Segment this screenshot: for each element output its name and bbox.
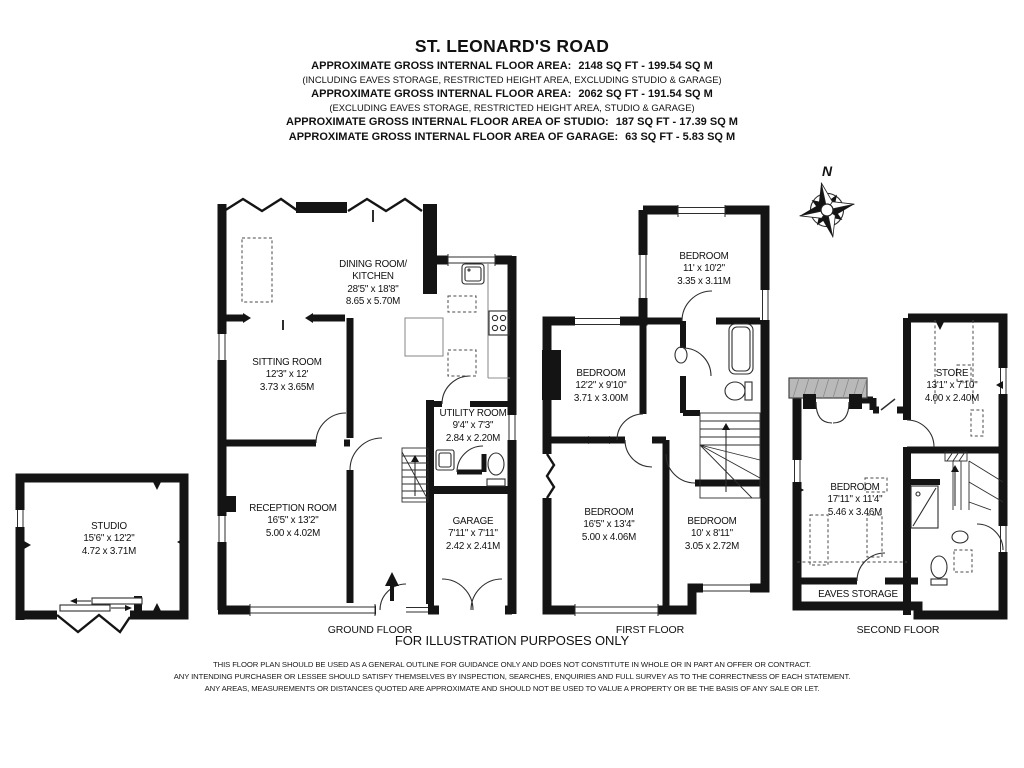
room-dims-m: 2.84 x 2.20M xyxy=(445,432,501,444)
hob-icon xyxy=(489,311,509,335)
room-name: BEDROOM xyxy=(830,482,880,493)
room-name: UTILITY ROOM xyxy=(439,408,507,419)
room-label-sitting-room xyxy=(252,357,321,394)
first-floor-label: FIRST FLOOR xyxy=(615,624,685,636)
room-name: BEDROOM xyxy=(679,251,729,262)
area-line xyxy=(0,60,1024,72)
first-floor-fixtures xyxy=(675,324,753,400)
room-dims-m: 3.05 x 2.72M xyxy=(684,540,740,552)
entrance-arrow-icon xyxy=(385,572,399,601)
area-value: 63 SQ FT - 5.83 SQ M xyxy=(625,131,736,143)
room-dims-ft: 9'4" x 7'3" xyxy=(452,420,494,432)
sink-icon xyxy=(952,531,968,543)
disclaimer-line: ANY AREAS, MEASUREMENTS OR DISTANCES QUOTED ARE APPROXIMATE AND SHOULD NOT BE USED TO VALUE A PROPERTY OR BE THE BASIS OF ANY SALE OR LET. xyxy=(204,684,820,693)
room-dims-ft: 12'2" x 9'10" xyxy=(575,380,627,392)
ground-floor-stairs xyxy=(402,448,428,502)
room-label-bedroom-rear xyxy=(677,251,731,288)
room-name: BEDROOM xyxy=(576,368,626,379)
room-label-garage xyxy=(446,516,500,553)
room-dims-m: 5.00 x 4.02M xyxy=(265,527,321,539)
room-dims-m: 3.73 x 3.65M xyxy=(259,381,315,393)
room-label-dining-kitchen xyxy=(339,259,407,309)
area-label: APPROXIMATE GROSS INTERNAL FLOOR AREA: xyxy=(311,88,572,100)
room-name: DINING ROOM/ xyxy=(339,259,407,270)
sink-icon xyxy=(675,347,687,363)
room-name: STORE xyxy=(935,368,969,379)
room-dims-ft: 7'11" x 7'11" xyxy=(448,528,498,540)
room-dims-m: 3.35 x 3.11M xyxy=(677,275,731,287)
room-dims-m: 5.46 x 3.46M xyxy=(827,506,883,518)
room-dims-ft: 17'11" x 11'4" xyxy=(827,494,883,506)
room-dims-ft: 12'3" x 12' xyxy=(265,369,309,381)
room-name: SITTING ROOM xyxy=(252,357,322,368)
kitchen-table-icon xyxy=(405,318,443,356)
area-label: APPROXIMATE GROSS INTERNAL FLOOR AREA OF GARAGE: xyxy=(288,131,619,143)
disclaimer-line: THIS FLOOR PLAN SHOULD BE USED AS A GENERAL OUTLINE FOR GUIDANCE ONLY AND DOES NOT CONSTITUTE IN WHOLE OR IN PART AN OFFER OR CONTRACT. xyxy=(213,660,811,669)
area-label: APPROXIMATE GROSS INTERNAL FLOOR AREA OF STUDIO: xyxy=(286,116,609,128)
compass-rose-icon xyxy=(795,178,859,242)
room-dims-m: 2.42 x 2.41M xyxy=(445,540,501,552)
area-value: 2062 SQ FT - 191.54 SQ M xyxy=(578,88,713,100)
room-label-bedroom-side xyxy=(685,516,739,553)
room-name: RECEPTION ROOM xyxy=(249,503,337,514)
room-name: GARAGE xyxy=(452,516,494,527)
room-dims-ft: 28'5" x 18'8" xyxy=(347,283,399,295)
room-dims-ft: 16'5" x 13'4" xyxy=(583,519,635,531)
toilet-icon xyxy=(725,382,745,400)
area-line xyxy=(0,131,1024,143)
first-floor-plan-drawing xyxy=(540,198,775,622)
room-label-bedroom-middle xyxy=(574,368,628,405)
disclaimer-line: ANY INTENDING PURCHASER OR LESSEE SHOULD SATISFY THEMSELVES BY INSPECTION, SEARCHES, ENQUIRIES AND FULL SURVEY AS TO THE CORRECTNESS OF EACH STATEMENT. xyxy=(173,672,851,681)
bathtub-icon xyxy=(729,324,753,374)
area-line xyxy=(0,102,1024,113)
area-label: (INCLUDING EAVES STORAGE, RESTRICTED HEIGHT AREA, EXCLUDING STUDIO & GARAGE) xyxy=(302,74,722,85)
room-dims-ft: 16'5" x 13'2" xyxy=(267,515,319,527)
compass-star xyxy=(794,177,860,243)
studio-sliding-doors xyxy=(60,598,142,611)
compass-north-label: N xyxy=(822,163,833,179)
room-dims-m: 8.65 x 5.70M xyxy=(345,296,401,308)
second-floor-plan-drawing xyxy=(785,310,1012,622)
room-dims-ft: 13'1" x 7'10" xyxy=(926,380,978,392)
area-value: 187 SQ FT - 17.39 SQ M xyxy=(615,116,738,128)
page-title: ST. LEONARD'S ROAD xyxy=(414,36,610,56)
room-name: KITCHEN xyxy=(352,271,394,283)
room-label-store xyxy=(925,368,979,405)
first-floor-windows xyxy=(575,204,770,616)
area-label: (EXCLUDING EAVES STORAGE, RESTRICTED HEIGHT AREA, STUDIO & GARAGE) xyxy=(329,102,695,113)
room-dims-ft: 11' x 10'2" xyxy=(683,263,725,275)
area-value: 2148 SQ FT - 199.54 SQ M xyxy=(578,60,713,72)
room-name: EAVES STORAGE xyxy=(818,589,898,600)
room-dims-m: 4.72 x 3.71M xyxy=(81,545,137,557)
toilet-icon xyxy=(931,556,947,578)
second-floor-label: SECOND FLOOR xyxy=(856,624,940,636)
room-label-bedroom-second xyxy=(828,482,883,519)
room-dims-m: 4.00 x 2.40M xyxy=(924,392,980,404)
room-dims-m: 5.00 x 4.06M xyxy=(581,531,637,543)
header xyxy=(0,36,1024,143)
room-dims-ft: 10' x 8'11" xyxy=(691,528,733,540)
toilet-icon xyxy=(488,453,504,475)
area-label: APPROXIMATE GROSS INTERNAL FLOOR AREA: xyxy=(311,60,572,72)
room-label-utility-room xyxy=(439,408,506,445)
room-name: STUDIO xyxy=(91,521,127,532)
room-label-bedroom-front xyxy=(582,507,636,544)
room-label-eaves-storage xyxy=(818,589,898,601)
room-name: BEDROOM xyxy=(584,507,634,518)
room-dims-m: 3.71 x 3.00M xyxy=(573,392,629,404)
area-line xyxy=(0,88,1024,100)
room-label-reception-room xyxy=(249,503,337,540)
room-label-studio xyxy=(82,521,136,558)
footer-heading: FOR ILLUSTRATION PURPOSES ONLY xyxy=(394,633,630,648)
second-floor-stairs xyxy=(945,452,1003,510)
studio-windows xyxy=(15,510,25,527)
area-line xyxy=(0,74,1024,85)
room-name: BEDROOM xyxy=(687,516,737,527)
ground-floor-label: GROUND FLOOR xyxy=(327,624,413,636)
area-line xyxy=(0,116,1024,128)
room-dims-ft: 15'6" x 12'2" xyxy=(83,533,135,545)
